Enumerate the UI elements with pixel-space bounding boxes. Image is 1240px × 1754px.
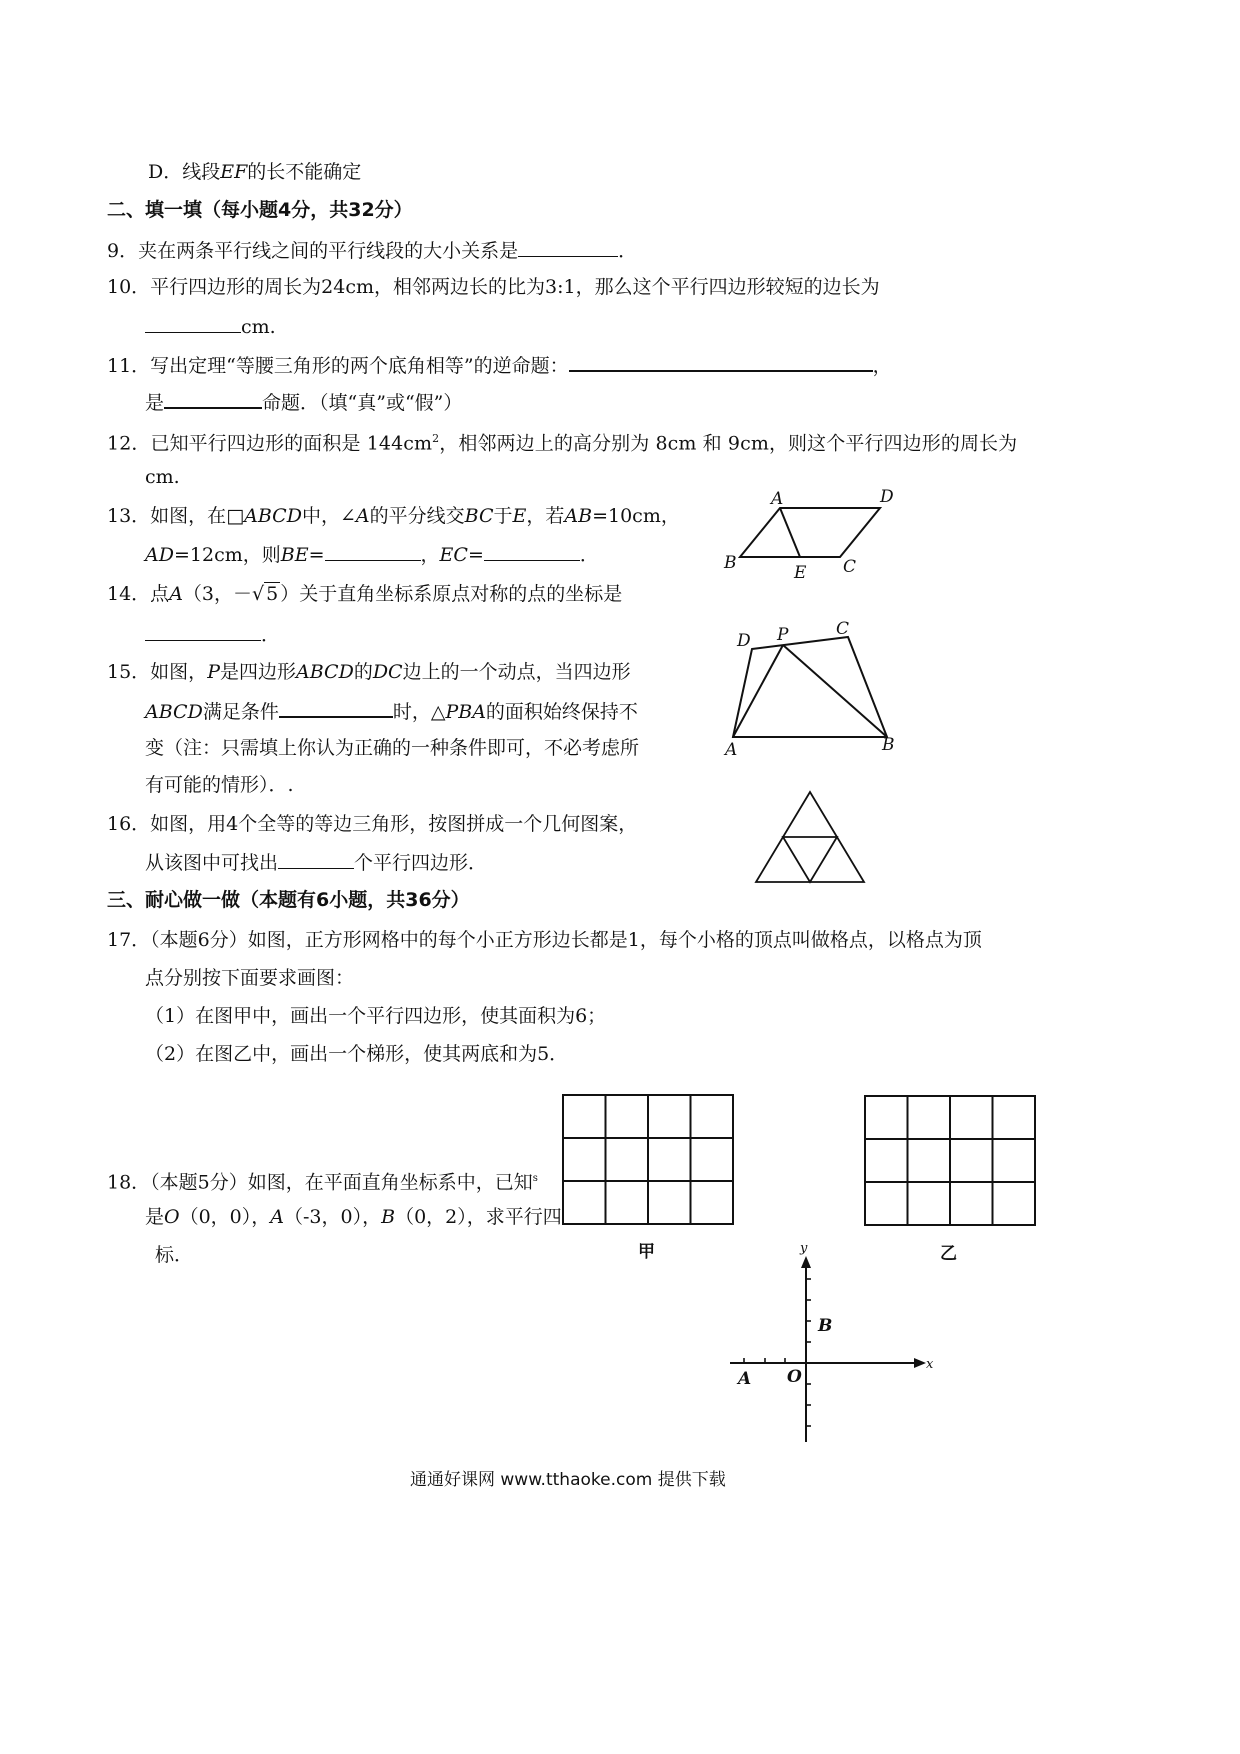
section2-title: 二、填一填（每小题4分，共32分）	[107, 199, 413, 221]
question-13-line2: AD=12cm，则BE= ，EC= ．	[145, 544, 599, 566]
question-14: 14．点A（3，－√ 5 ）关于直角坐标系原点对称的点的坐标是	[107, 583, 623, 605]
q8-option-d: D．线段EF的长不能确定	[148, 161, 362, 183]
question-17-line2: 点分别按下面要求画图：	[145, 967, 355, 989]
label-c: C	[843, 557, 857, 577]
question-11: 11．写出定理“等腰三角形的两个底角相等”的逆命题： ，	[107, 352, 892, 378]
question-12-line2: cm.	[145, 466, 180, 488]
question-12: 12．已知平行四边形的面积是 $144cm^2$，相邻两边上的高分别为 8cm 和 9cm，则这个平行四边形的周长为	[107, 432, 1018, 455]
question-16: 16．如图，用4个全等的等边三角形，按图拼成一个几何图案，	[107, 813, 638, 835]
question-17-part2: （2）在图乙中，画出一个梯形，使其两底和为5．	[145, 1043, 569, 1065]
label-d: D	[737, 631, 751, 651]
question-16-line2: 从该图中可找出 个平行四边形．	[145, 852, 488, 874]
label-e: E	[794, 563, 807, 583]
label-d: D	[880, 487, 894, 507]
question-10-line2: cm.	[145, 314, 276, 339]
question-15-line4: 有可能的情形）．.	[145, 774, 294, 796]
origin-label: O	[787, 1367, 802, 1387]
label-p: P	[777, 625, 789, 645]
label-a: A	[771, 489, 784, 509]
label-b: B	[724, 553, 737, 573]
question-18: 18．（本题5分）如图，在平面直角坐标系中，已知$^s$	[107, 1171, 538, 1194]
question-17-part1: （1）在图甲中，画出一个平行四边形，使其面积为6；	[145, 1005, 607, 1027]
x-label: x	[926, 1357, 934, 1372]
point-b-label: B	[818, 1316, 833, 1336]
label-a: A	[725, 740, 738, 760]
y-label: y	[800, 1241, 808, 1256]
question-14-line2: ．	[145, 622, 280, 647]
section3-title: 三、耐心做一做（本题有6小题，共36分）	[107, 889, 470, 911]
grid-jia-label: 甲	[638, 1242, 655, 1262]
question-15: 15．如图，P是四边形ABCD的DC边上的一个动点，当四边形	[107, 661, 631, 683]
x-arrow-icon	[914, 1358, 926, 1368]
point-a-label: A	[738, 1369, 752, 1389]
question-15-line2: ABCD满足条件 时，△PBA的面积始终保持不	[145, 698, 638, 724]
footer-text: 通通好课网 www.tthaoke.com 提供下载	[410, 1470, 726, 1490]
label-b: B	[882, 735, 895, 755]
question-11-line2: 是 命题．（填“真”或“假”）	[145, 389, 462, 415]
grid-yi-label: 乙	[940, 1244, 957, 1264]
y-arrow-icon	[801, 1256, 811, 1268]
question-18-line2: 是O（0，0），A（-3，0），B（0，2），求平行四	[145, 1206, 562, 1228]
question-18-line3: 标．	[155, 1244, 194, 1266]
label-c: C	[836, 619, 850, 639]
question-10: 10．平行四边形的周长为24cm，相邻两边长的比为3:1，那么这个平行四边形较短的边长为	[107, 276, 880, 298]
question-15-line3: 变（注：只需填上你认为正确的一种条件即可，不必考虑所	[145, 737, 640, 759]
question-17: 17．（本题6分）如图，正方形网格中的每个小正方形边长都是1，每个小格的顶点叫做格点，以格点为顶	[107, 929, 982, 951]
question-9: 9．夹在两条平行线之间的平行线段的大小关系是 ．	[107, 240, 638, 262]
question-13: 13．如图，在□ABCD中，∠A的平分线交BC于E，若AB=10cm，	[107, 505, 680, 527]
